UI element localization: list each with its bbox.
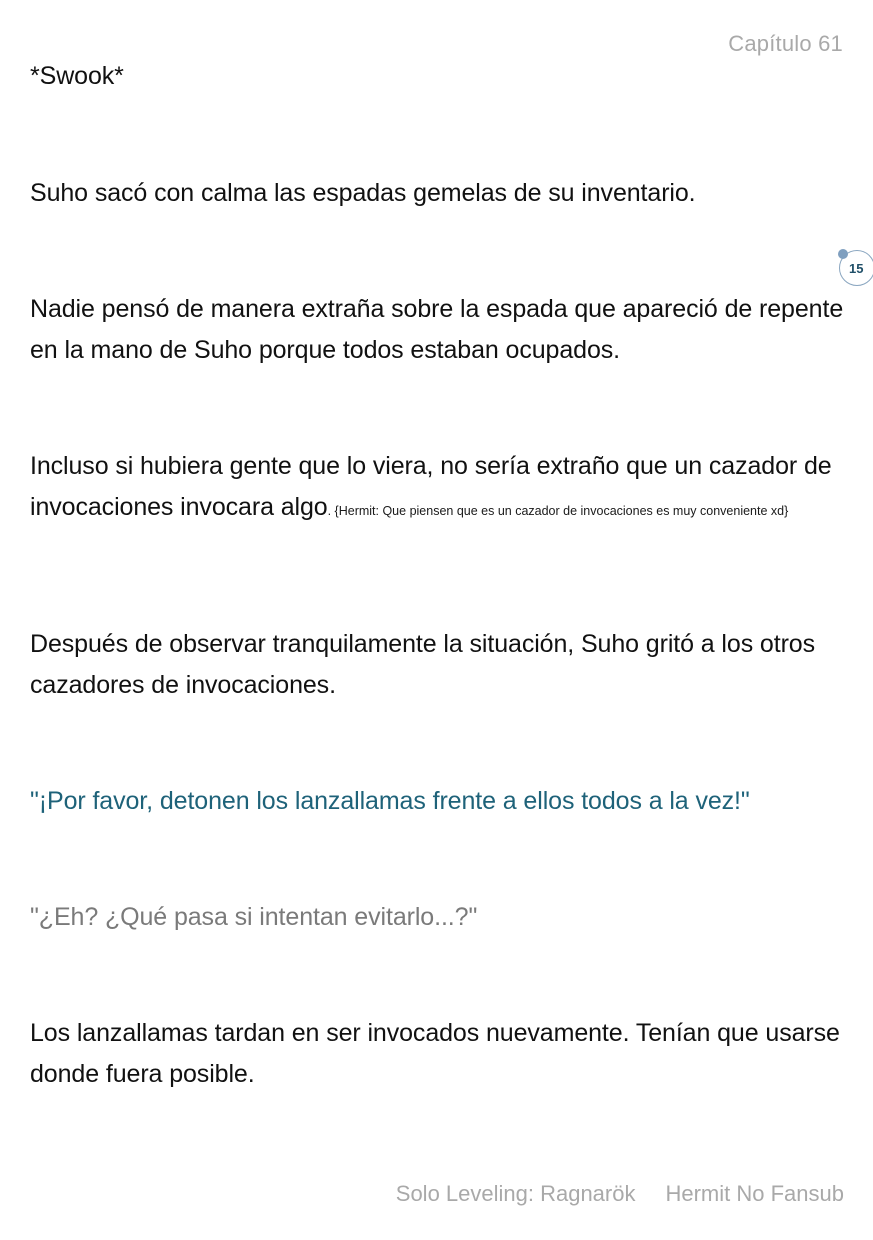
footer-group: Hermit No Fansub [665, 1181, 844, 1206]
badge-dot-icon [838, 249, 848, 259]
paragraph-1: Suho sacó con calma las espadas gemelas de su inventario. [30, 179, 696, 207]
paragraph-2: Nadie pensó de manera extraña sobre la espada que apareció de repente en la mano de Suho porque todos estaban ocupados. [30, 295, 844, 364]
paragraph-sound-effect: *Swook* [30, 62, 124, 90]
dialogue-suho: "¡Por favor, detonen los lanzallamas frente a ellos todos a la vez!" [30, 787, 750, 815]
paragraph-3 [30, 446, 845, 528]
footer [396, 1181, 844, 1207]
page-number: 15 [849, 261, 864, 276]
paragraph-3-text: Incluso si hubiera gente que lo viera, no sería extraño que un cazador de invocaciones invocara algo [30, 452, 832, 521]
paragraph-4: Después de observar tranquilamente la situación, Suho gritó a los otros cazadores de invocaciones. [30, 630, 816, 699]
dialogue-hunter: "¿Eh? ¿Qué pasa si intentan evitarlo...?" [30, 903, 478, 931]
chapter-header: Capítulo 61 [728, 31, 843, 56]
translator-note: . {Hermit: Que piensen que es un cazador de invocaciones es muy conveniente xd} [327, 504, 789, 518]
paragraph-5: Los lanzallamas tardan en ser invocados nuevamente. Tenían que usarse donde fuera posible. [30, 1019, 840, 1088]
page-number-badge[interactable] [839, 250, 873, 286]
footer-series-title: Solo Leveling: Ragnarök [395, 1181, 636, 1206]
